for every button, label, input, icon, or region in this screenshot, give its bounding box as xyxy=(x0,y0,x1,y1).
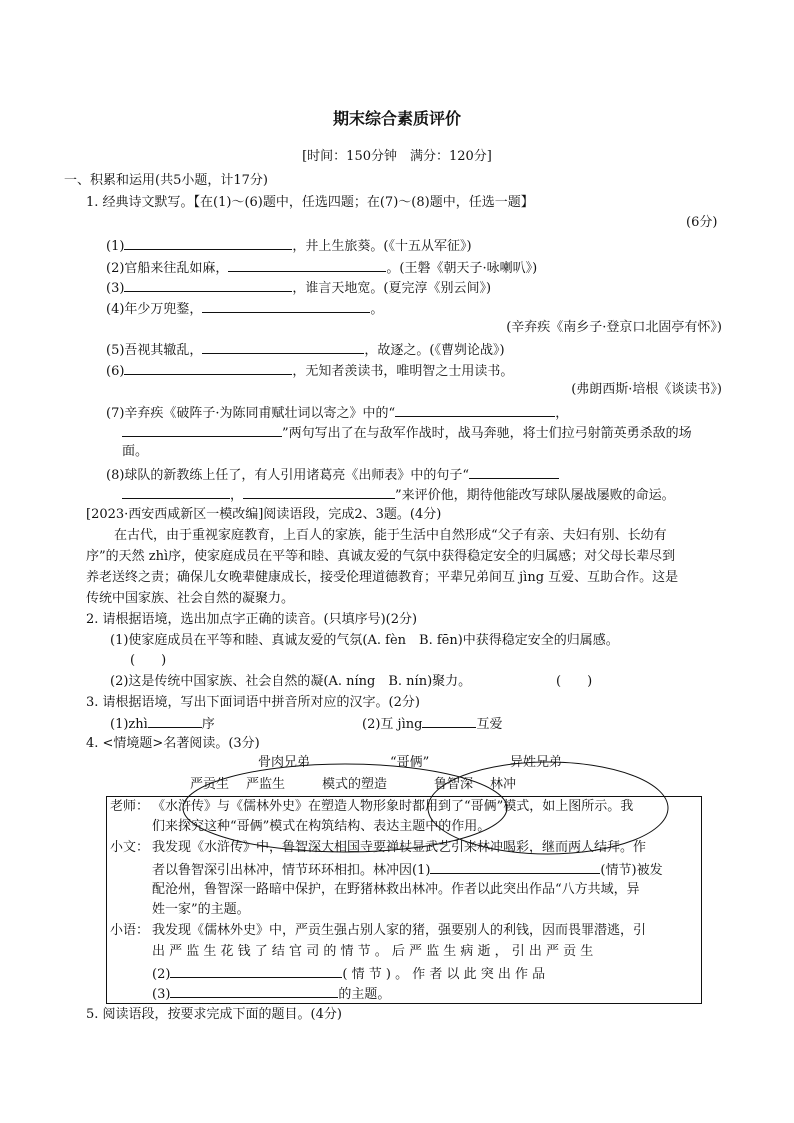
q2-sub2: (2)这是传统中国家族、社会自然的凝(A. níng B. nín)聚力。 xyxy=(110,674,472,689)
passage-line: 传统中国家族、社会自然的凝聚力。 xyxy=(86,591,295,606)
teacher-label: 老师： xyxy=(110,799,150,814)
answer-blank[interactable] xyxy=(170,964,342,978)
q1-stem: 1. 经典诗文默写。【在(1)～(6)题中，任选四题；在(7)～(8)题中，任选一题】 xyxy=(86,195,534,210)
xiaowen-label: 小文： xyxy=(110,840,150,855)
teacher-line: 《水浒传》与《儒林外史》在塑造人物形象时都用到了“哥俩”模式，如上图所示。我 xyxy=(152,799,634,814)
passage-intro: [2023·西安西咸新区一模改编]阅读语段，完成2、3题。(4分) xyxy=(86,507,442,522)
diagram-label-lin-chong: 林冲 xyxy=(490,777,517,792)
xiaoyu-line: 我发现《儒林外史》中，严贡生强占别人家的猪，强要别人的利钱，因而畏罪潜逃，引 xyxy=(152,923,647,938)
xiaoyu-line: (3) 的主题。 xyxy=(152,984,390,1004)
diagram-label-blood-brothers: 骨肉兄弟 xyxy=(258,755,311,770)
passage-line: 在古代，由于重视家庭教育，上百人的家族，能于生活中自然形成“父子有亲、夫妇有别、长幼有 xyxy=(114,528,667,543)
q1-item1: (1) ，井上生旅葵。(《十五从军征》) xyxy=(106,236,472,256)
diagram-label-sworn-brothers: 异姓兄弟 xyxy=(510,755,563,770)
q2-sub1-answer[interactable]: ( ) xyxy=(130,653,167,668)
q1-item2: (2)官船来往乱如麻， 。(王磐《朝天子·咏喇叭》) xyxy=(106,258,537,278)
diagram-label-yan-gongsheng: 严贡生 xyxy=(190,777,230,792)
xiaowen-line: 者以鲁智深引出林冲，情节环环相扣。林冲因(1) (情节)被发 xyxy=(152,860,663,880)
q3-sub1: (1)zhì 序 xyxy=(110,714,215,734)
xiaowen-line: 姓一家”的主题。 xyxy=(152,902,250,917)
q2-sub1: (1)使家庭成员在平等和睦、真诚友爱的气氛(A. fèn B. fēn)中获得稳定安全的归属感。 xyxy=(110,633,619,648)
q3-sub2: (2)互 jìng 互爱 xyxy=(362,714,502,734)
q1-item6-source: (弗朗西斯·培根《谈读书》) xyxy=(571,382,722,397)
q5-stem: 5. 阅读语段，按要求完成下面的题目。(4分) xyxy=(86,1007,342,1022)
q1-item4: (4)年少万兜鍪， 。 xyxy=(106,299,383,319)
q1-item3: (3) ，谁言天地宽。(夏完淳《别云间》) xyxy=(106,278,491,298)
q1-item4-source: (辛弃疾《南乡子·登京口北固亭有怀》) xyxy=(506,320,722,335)
passage-line: 序”的天然 zhì序，使家庭成员在平等和睦、真诚友爱的气氛中获得稳定安全的归属感；对父母长辈尽到 xyxy=(86,549,676,564)
q1-item7-line1: (7)辛弃疾《破阵子·为陈同甫赋壮词以寄之》中的“ ， xyxy=(106,403,568,423)
q1-item5: (5)吾视其辙乱， ，故逐之。(《曹刿论战》) xyxy=(106,340,505,360)
q1-item8-line2: ， ”来评价他，期待他能改写球队屡战屡败的命运。 xyxy=(122,485,675,505)
q2-stem: 2. 请根据语境，选出加点字正确的读音。(只填序号)(2分) xyxy=(86,612,418,627)
diagram-label-lu-zhishen: 鲁智深 xyxy=(434,777,474,792)
q2-sub2-answer[interactable]: ( ) xyxy=(556,674,593,689)
diagram-label-brothers: “哥俩” xyxy=(390,755,430,770)
q1-item7-line3: 面。 xyxy=(122,444,149,459)
q1-item6: (6) ，无知者羡读书，唯明智之士用读书。 xyxy=(106,361,513,381)
q1-item8-line1: (8)球队的新教练上任了，有人引用诸葛亮《出师表》中的句子“ xyxy=(106,465,559,485)
section-heading: 一、积累和运用(共5小题，计17分) xyxy=(64,173,268,188)
xiaoyu-line: (2) ( 情 节 ) 。 作 者 以 此 突 出 作 品 xyxy=(152,964,545,984)
diagram-label-yan-jiansheng: 严监生 xyxy=(246,777,286,792)
q3-stem: 3. 请根据语境，写出下面词语中拼音所对应的汉字。(2分) xyxy=(86,695,420,710)
xiaowen-line: 配沧州，鲁智深一路暗中保护，在野猪林救出林冲。作者以此突出作品“八方共域，异 xyxy=(152,882,640,897)
xiaowen-line: 我发现《水浒传》中，鲁智深大相国寺要禅杖显武艺引来林冲喝彩，继而两人结拜。作 xyxy=(152,840,647,855)
exam-info: [时间：150分钟 满分：120分] xyxy=(302,149,492,164)
page-title: 期末综合素质评价 xyxy=(332,109,461,128)
answer-blank[interactable] xyxy=(430,860,600,874)
answer-blank[interactable] xyxy=(170,984,338,998)
passage-line: 养老送终之责；确保儿女晚辈健康成长，接受伦理道德教育；平辈兄弟间互 jìng 互爱、互助合作。这是 xyxy=(86,570,679,585)
q1-item7-line2: ”两句写出了在与敌军作战时，战马奔驰，将士们拉弓射箭英勇杀敌的场 xyxy=(122,423,692,443)
xiaoyu-line: 出 严 监 生 花 钱 了 结 官 司 的 情 节 。 后 严 监 生 病 逝 ， 引 出 严 贡 生 xyxy=(152,944,594,959)
q1-score: (6分) xyxy=(686,215,718,230)
teacher-line: 们来探究这种“哥俩”模式在构筑结构、表达主题中的作用。 xyxy=(152,819,491,834)
diagram-label-model: 模式的塑造 xyxy=(322,777,388,792)
xiaoyu-label: 小语： xyxy=(110,923,150,938)
q4-stem: 4. <情境题>名著阅读。(3分) xyxy=(86,736,260,751)
